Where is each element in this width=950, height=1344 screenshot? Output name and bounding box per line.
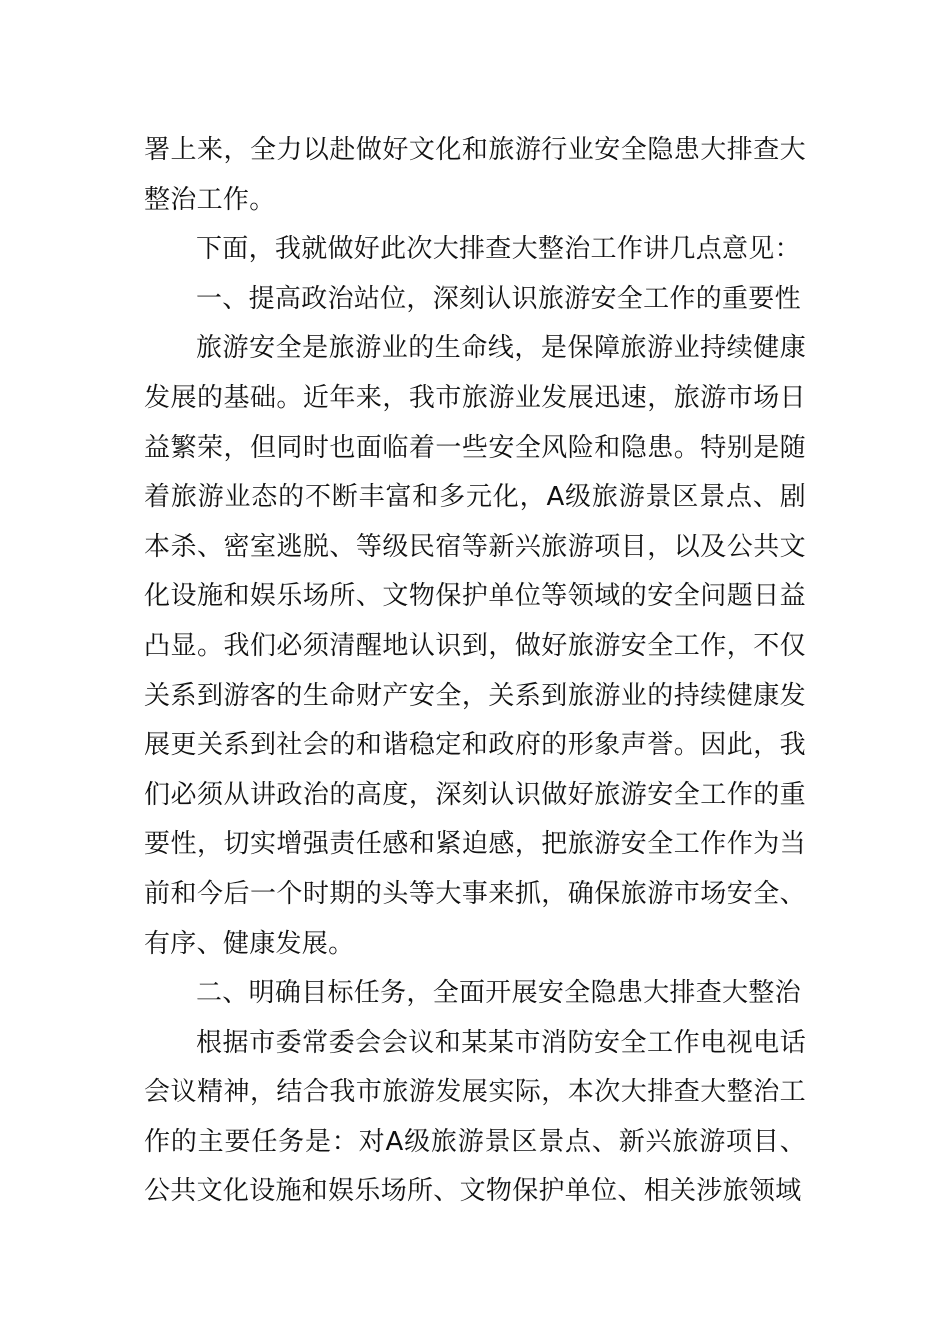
document-body [144,126,806,1217]
section-heading-two: 二、明确目标任务，全面开展安全隐患大排查大整治 [196,978,801,1009]
paragraph-safety-importance: 旅游安全是旅游业的生命线，是保障旅游业持续健康发展的基础。近年来，我市旅游业发展迅速，旅游市场日益繁荣，但同时也面临着一些安全风险和隐患。特别是随着旅游业态的不断丰富和多元化，A级旅游景区景点、剧本杀、密室逃脱、等级民宿等新兴旅游项目，以及公共文化设施和娱乐场所、文物保护单位等领域的安全问题日益凸显。我们必须清醒地认识到，做好旅游安全工作，不仅关系到游客的生命财产安全，关系到旅游业的持续健康发展更关系到社会的和谐稳定和政府的形象声誉。因此，我们必须从讲政治的高度，深刻认识做好旅游安全工作的重要性，切实增强责任感和紧迫感，把旅游安全工作作为当前和今后一个时期的头等大事来抓，确保旅游市场安全、有序、健康发展。 [144,333,806,959]
paragraph-continuation: 署上来，全力以赴做好文化和旅游行业安全隐患大排查大整治工作。 [144,135,806,215]
paragraph-main-tasks: 根据市委常委会会议和某某市消防安全工作电视电话会议精神，结合我市旅游发展实际，本次大排查大整治工作的主要任务是：对A级旅游景区景点、新兴旅游项目、公共文化设施和娱乐场所、文物保护单位、相关涉旅领域 [144,1027,806,1207]
section-heading-one: 一、提高政治站位，深刻认识旅游安全工作的重要性 [196,283,801,314]
paragraph-intro: 下面，我就做好此次大排查大整治工作讲几点意见： [196,234,801,265]
